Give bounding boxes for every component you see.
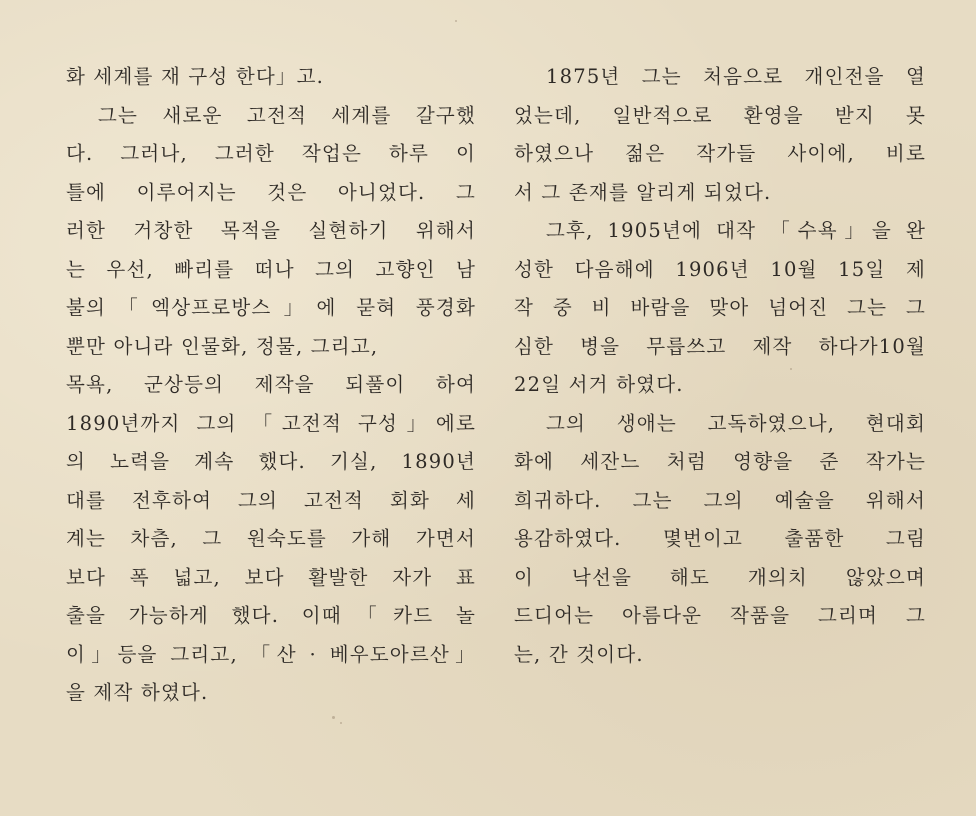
- paper-speck: [455, 20, 457, 22]
- text-line: 이 낙선을 해도 개의치 않았으며: [514, 565, 926, 589]
- text-line: 작 중 비 바람을 맞아 넘어진 그는 그: [514, 296, 926, 319]
- text-line: 하였으나 젊은 작가들 사이에, 비로: [514, 142, 926, 165]
- text-line: 그후, 1905년에 대작 「수욕」을 완: [546, 219, 926, 242]
- text-line: 용감하였다. 몇번이고 출품한 그림: [514, 527, 926, 550]
- text-line: 출을 가능하게 했다. 이때「카드 놀: [66, 604, 476, 627]
- text-line: 그의 생애는 고독하였으나, 현대회: [546, 411, 926, 435]
- text-line: 뿐만 아니라 인물화, 정물, 그리고,: [66, 334, 379, 358]
- text-line: 1875년 그는 처음으로 개인전을 열: [546, 65, 926, 88]
- text-line: 성한 다음해에 1906년 10월 15일 제: [514, 257, 926, 281]
- text-line: 보다 폭 넓고, 보다 활발한 자가 표: [66, 565, 476, 589]
- text-line: 틀에 이루어지는 것은 아니었다. 그: [66, 180, 476, 204]
- text-line: 계는 차츰, 그 원숙도를 가해 가면서: [66, 527, 476, 550]
- left-text-column: [66, 58, 476, 713]
- text-line: 다. 그러나, 그러한 작업은 하루 이: [66, 142, 476, 165]
- text-line: 22일 서거 하였다.: [514, 373, 684, 396]
- text-line: 대를 전후하여 그의 고전적 회화 세: [66, 488, 476, 512]
- text-line: 희귀하다. 그는 그의 예술을 위해서: [514, 488, 926, 512]
- paper-speck: [790, 368, 792, 370]
- text-line: 서 그 존재를 알리게 되었다.: [514, 180, 772, 204]
- text-line: 화 세계를 재 구성 한다」고.: [66, 65, 325, 88]
- text-line: 는, 간 것이다.: [514, 642, 644, 666]
- text-line: 을 제작 하였다.: [66, 681, 209, 704]
- text-line: 러한 거창한 목적을 실현하기 위해서: [66, 219, 476, 242]
- right-text-column: [514, 58, 926, 674]
- text-line: 1890년까지 그의 「고전적 구성」에로: [66, 411, 476, 435]
- text-line: 이」등을 그리고, 「산 · 베우도아르산」: [66, 642, 476, 666]
- paper-speck: [340, 722, 342, 724]
- paper-speck: [332, 716, 335, 719]
- text-line: 드디어는 아름다운 작품을 그리며 그: [514, 604, 926, 627]
- text-line: 었는데, 일반적으로 환영을 받지 못: [514, 103, 926, 127]
- text-line: 화에 세잔느 처럼 영향을 준 작가는: [514, 450, 926, 473]
- text-line: 는 우선, 빠리를 떠나 그의 고향인 남: [66, 257, 476, 281]
- text-line: 의 노력을 계속 했다. 기실, 1890년: [66, 450, 476, 473]
- text-line: 목욕, 군상등의 제작을 되풀이 하여: [66, 373, 476, 396]
- text-line: 그는 새로운 고전적 세계를 갈구했: [98, 103, 476, 127]
- text-line: 불의「엑상프로방스」에 묻혀 풍경화: [66, 296, 476, 319]
- text-line: 심한 병을 무릅쓰고 제작 하다가10월: [514, 334, 926, 358]
